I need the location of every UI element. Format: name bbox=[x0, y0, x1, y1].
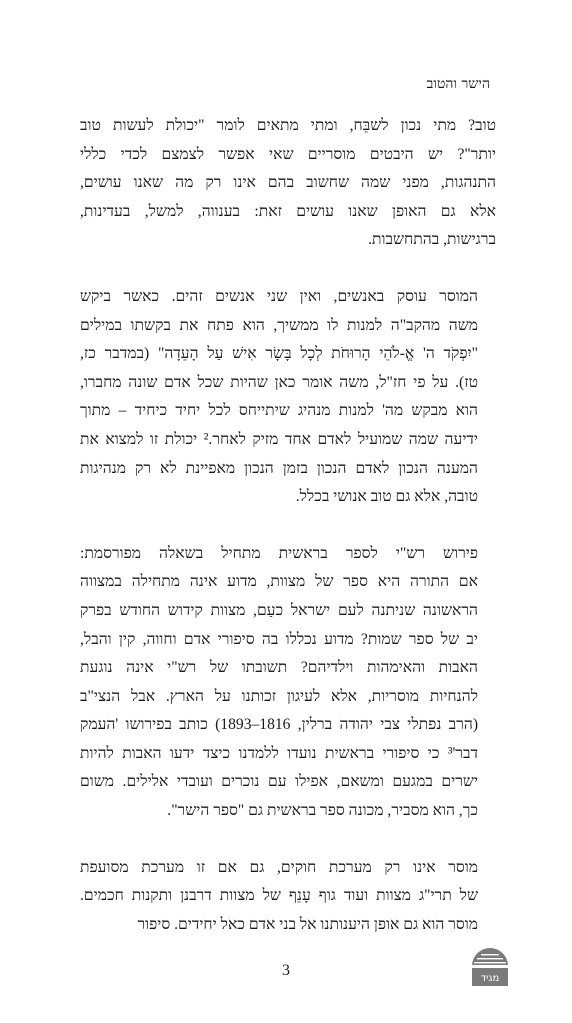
text-line: "יִפְקֹד ה' אֱ-לֹהֵי הָרוּחֹת לְכָל בָּשָׂר אִישׁ עַל הָעֵדָה" (במדבר כז, bbox=[80, 345, 478, 363]
text-line: הראשונה שניתנה לעם ישראל כעַם, מצוות קידוש החודש בפרק bbox=[80, 601, 478, 619]
text-line: המענה הנכון לאדם הנכון בזמן הנכון מאפיינת לא רק מנהיגות bbox=[80, 459, 478, 477]
text-line: (הרב נפתלי צבי יהודה ברלין, 1816–1893) כותב בפירושו 'העמק bbox=[80, 716, 479, 734]
publisher-logo-icon bbox=[470, 944, 510, 988]
paragraph bbox=[80, 540, 496, 826]
text-line: כך, הוא מסביר, מכונה ספר בראשית גם "ספר הישר". bbox=[167, 802, 478, 820]
text-line: דבר'³ כי סיפורי בראשית נועדו ללמדנו כיצד ידעו האבות להיות bbox=[80, 744, 478, 762]
publisher-logo-text: מגיד bbox=[480, 973, 500, 984]
text-line: טז). על פי חז"ל, משה אומר כאן שהיות שכל אדם שונה מחברו, bbox=[80, 373, 478, 391]
text-line: טובה, אלא גם טוב אנושי בכלל. bbox=[295, 488, 478, 506]
paragraph bbox=[80, 854, 496, 940]
text-line: ידיעה שמה שמועיל לאדם אחד מזיק לאחר.² יכולת זו למצוא את bbox=[80, 430, 479, 448]
text-line: פירוש רש"י לספר בראשית מתחיל בשאלה מפורסמת: bbox=[80, 544, 478, 562]
paragraph bbox=[80, 283, 496, 512]
text-line: ישרים במגעם ומשאם, אפילו עם נוכרים ועובדי אלילים. משום bbox=[80, 773, 478, 791]
publisher-logo bbox=[470, 944, 510, 988]
text-line: טוב? מתי נכון לשבֵּח, ומתי מתאים לומר "יכולת לעשות טוב bbox=[80, 117, 496, 134]
body-text bbox=[80, 112, 496, 967]
text-line: יותר"? יש היבטים מוסריים שאי אפשר לצמצם לכדי כללי bbox=[80, 145, 496, 163]
running-head: הישר והטוב bbox=[426, 76, 490, 92]
text-line: התנהגות, מפני שמה שחשוב בהם אינו רק מה שאנו עושים, bbox=[80, 174, 496, 192]
text-line: אלא גם האופן שאנו עושים זאת: בענווה, למשל, בעדינות, bbox=[80, 202, 496, 220]
text-line: המוסר עוסק באנשים, ואין שני אנשים זהים. כאשר ביקש bbox=[80, 287, 478, 305]
text-line: ברגישות, בהתחשבות. bbox=[368, 231, 496, 249]
text-line: יב של ספר שמות? מדוע נכללו בה סיפורי אדם וחווה, קין והבל, bbox=[80, 630, 478, 648]
text-line: אם התורה היא ספר של מצוות, מדוע אינה מתחילה במצווה bbox=[80, 573, 478, 591]
text-line: מוסר הוא גם אופן היענותנו אל בני אדם כאל יחידים. סיפור bbox=[137, 915, 478, 933]
text-line: האבות והאימהות וילדיהם? תשובתו של רש"י אינה נוגעת bbox=[80, 659, 478, 677]
paragraph bbox=[80, 112, 496, 255]
text-line: משה מהקב"ה למנות לו ממשיך, הוא פתח את בקשתו במילים bbox=[80, 316, 478, 334]
text-line: הוא מבקש מה' למנות מנהיג שיתייחס לכל יחיד כיחיד – מתוך bbox=[80, 402, 478, 420]
text-line: מוסר אינו רק מערכת חוקים, גם אם זו מערכת מסועפת bbox=[80, 858, 478, 876]
text-line: של תרי"ג מצוות ועוד גוף עָנֵף של מצוות דרבנן ותקנות חכמים. bbox=[80, 887, 478, 905]
page-number: 3 bbox=[282, 962, 290, 979]
text-line: להנחיות מוסריות, אלא לעיגון זכותנו על הארץ. אבל הנצי"ב bbox=[80, 687, 478, 705]
